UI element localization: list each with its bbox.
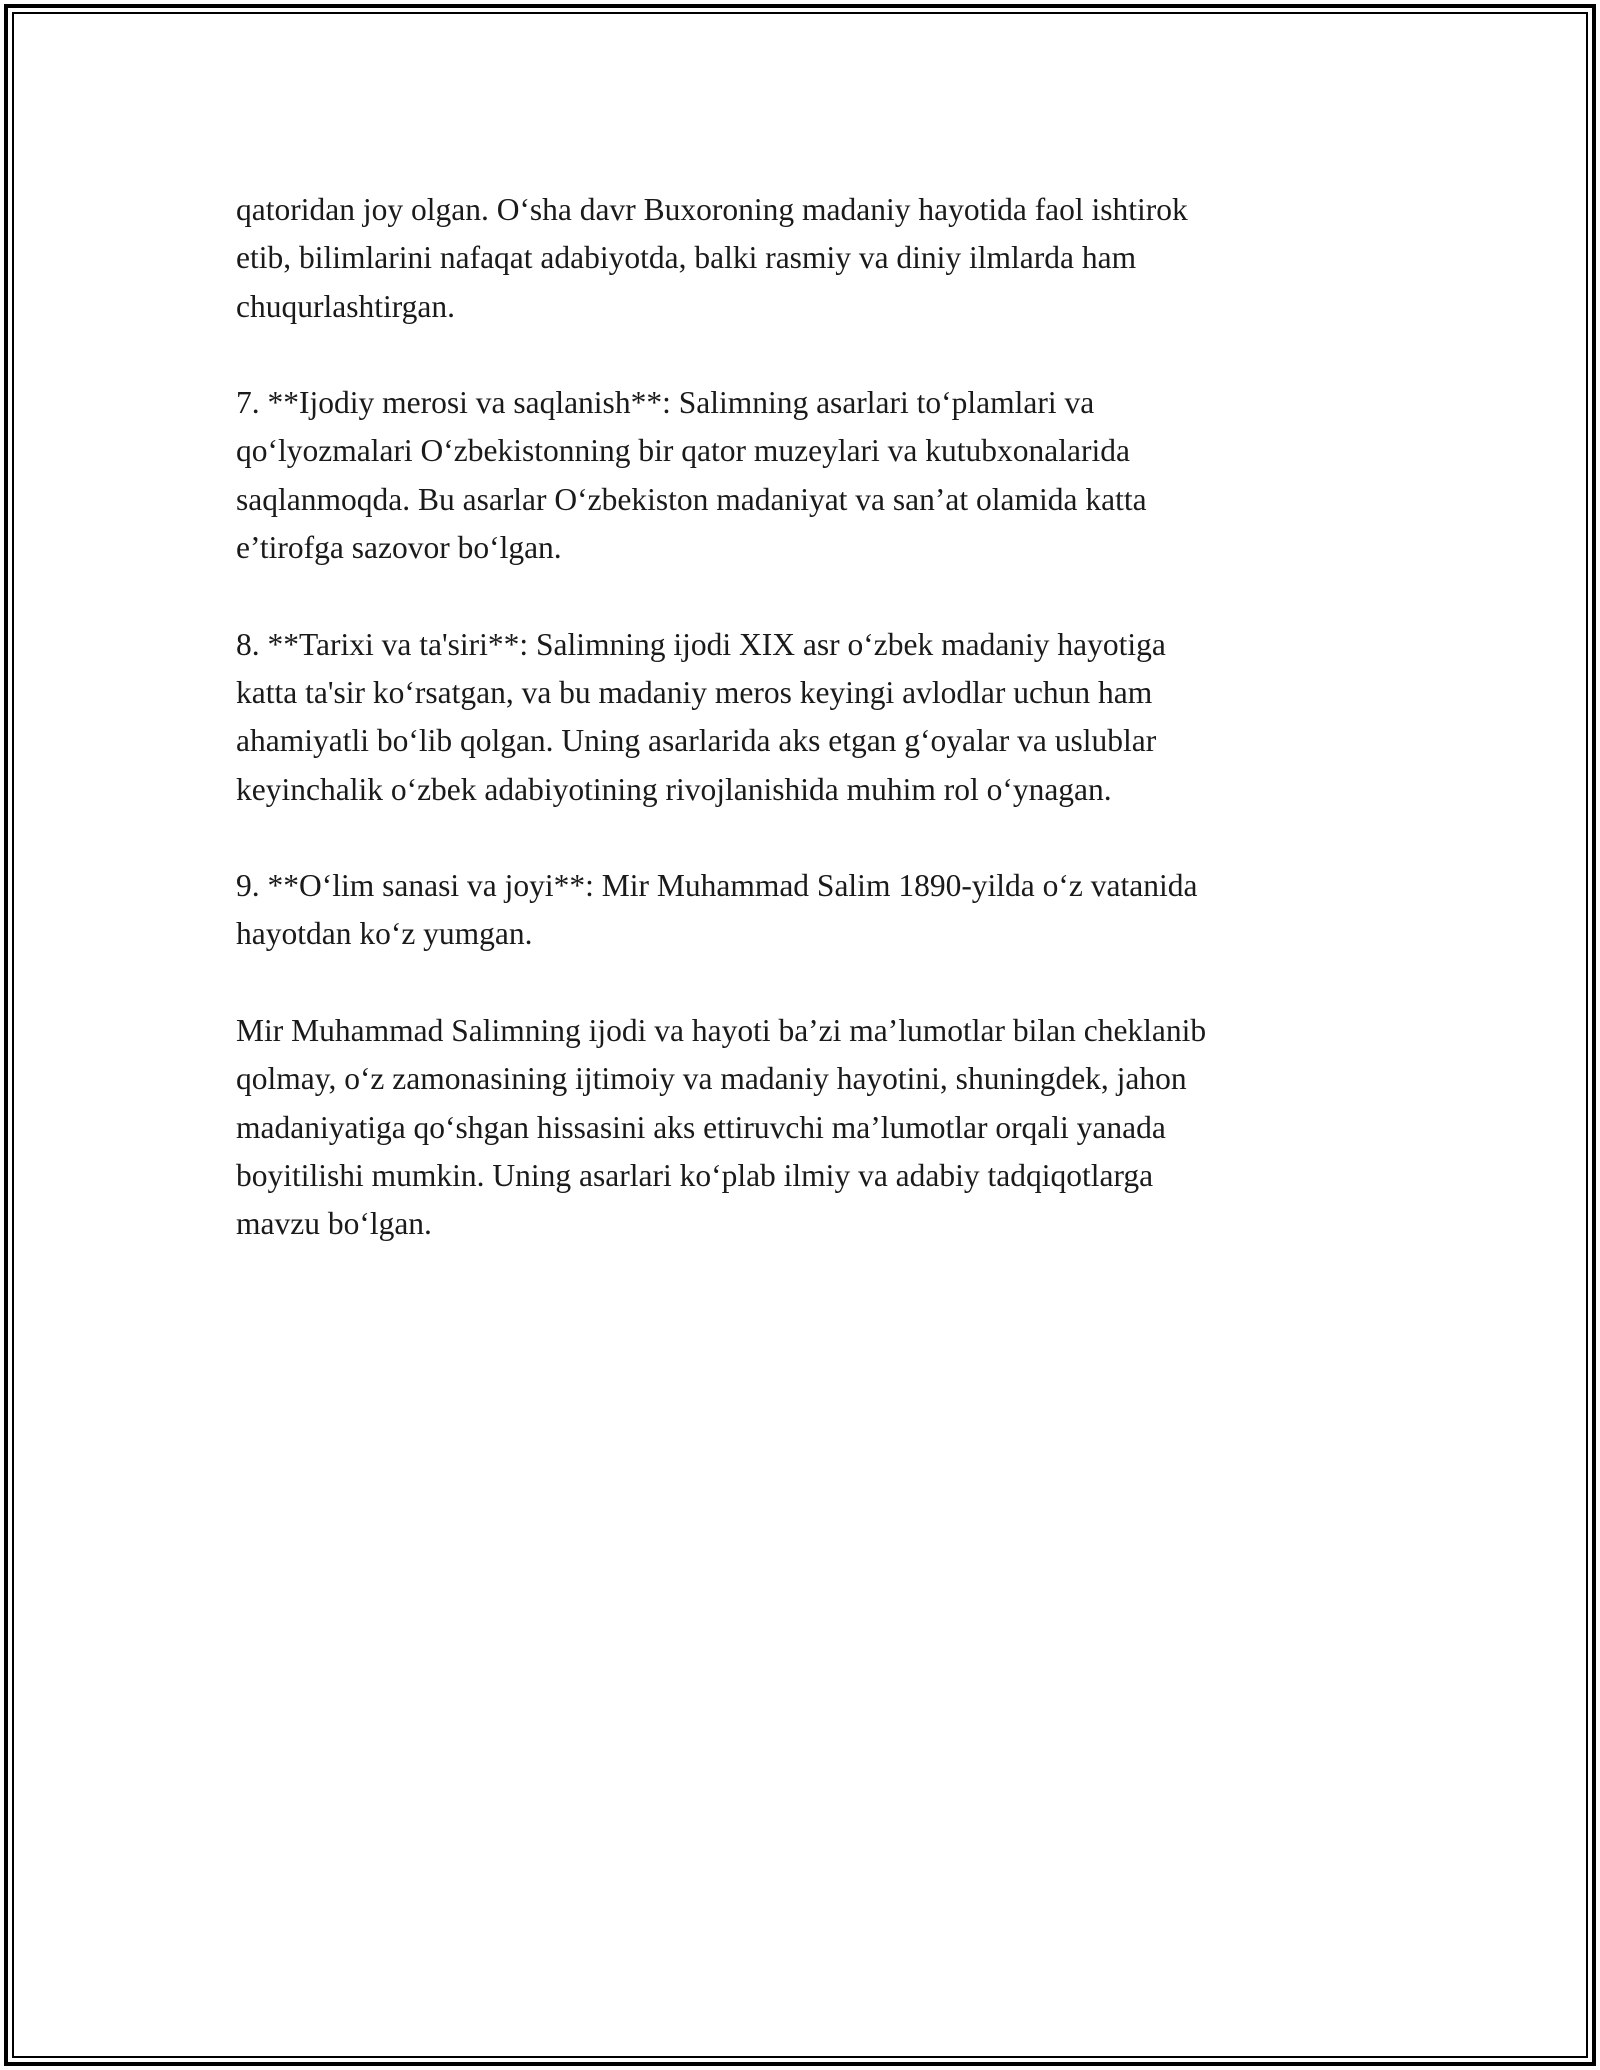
paragraph-item-8: 8. **Tarixi va ta'siri**: Salimning ijodi XIX asr o‘zbek madaniy hayotiga katta ta'sir ko‘rsatgan, va bu madaniy meros keyingi avlodlar uchun ham ahamiyatli bo‘lib qolgan. Uning asarlarida aks etgan g‘oyalar va uslublar keyinchalik o‘zbek adabiyotining rivojlanishida muhim rol o‘ynagan.: [236, 626, 1166, 807]
paragraph-item-9: 9. **O‘lim sanasi va joyi**: Mir Muhammad Salim 1890-yilda o‘z vatanida hayotdan ko‘z yumgan.: [236, 868, 1198, 952]
paragraph-continuation: qatoridan joy olgan. O‘sha davr Buxoroning madaniy hayotida faol ishtirok etib, bilimlarini nafaqat adabiyotda, balki rasmiy va diniy ilmlarda ham chuqurlashtirgan.: [236, 192, 1188, 324]
paragraph-item-7: 7. **Ijodiy merosi va saqlanish**: Salimning asarlari to‘plamlari va qo‘lyozmalari O‘zbekistonning bir qator muzeylari va kutubxonalarida saqlanmoqda. Bu asarlar O‘zbekiston madaniyat va san’at olamida katta e’tirofga sazovor bo‘lgan.: [236, 385, 1147, 566]
paragraph-conclusion: Mir Muhammad Salimning ijodi va hayoti ba’zi ma’lumotlar bilan cheklanib qolmay, o‘z zamonasining ijtimoiy va madaniy hayotini, shuningdek, jahon madaniyatiga qo‘shgan hissasini aks ettiruvchi ma’lumotlar orqali yanada boyitilishi mumkin. Uning asarlari ko‘plab ilmiy va adabiy tadqiqotlarga mavzu bo‘lgan.: [236, 1013, 1207, 1242]
document-body: [236, 186, 1376, 1297]
